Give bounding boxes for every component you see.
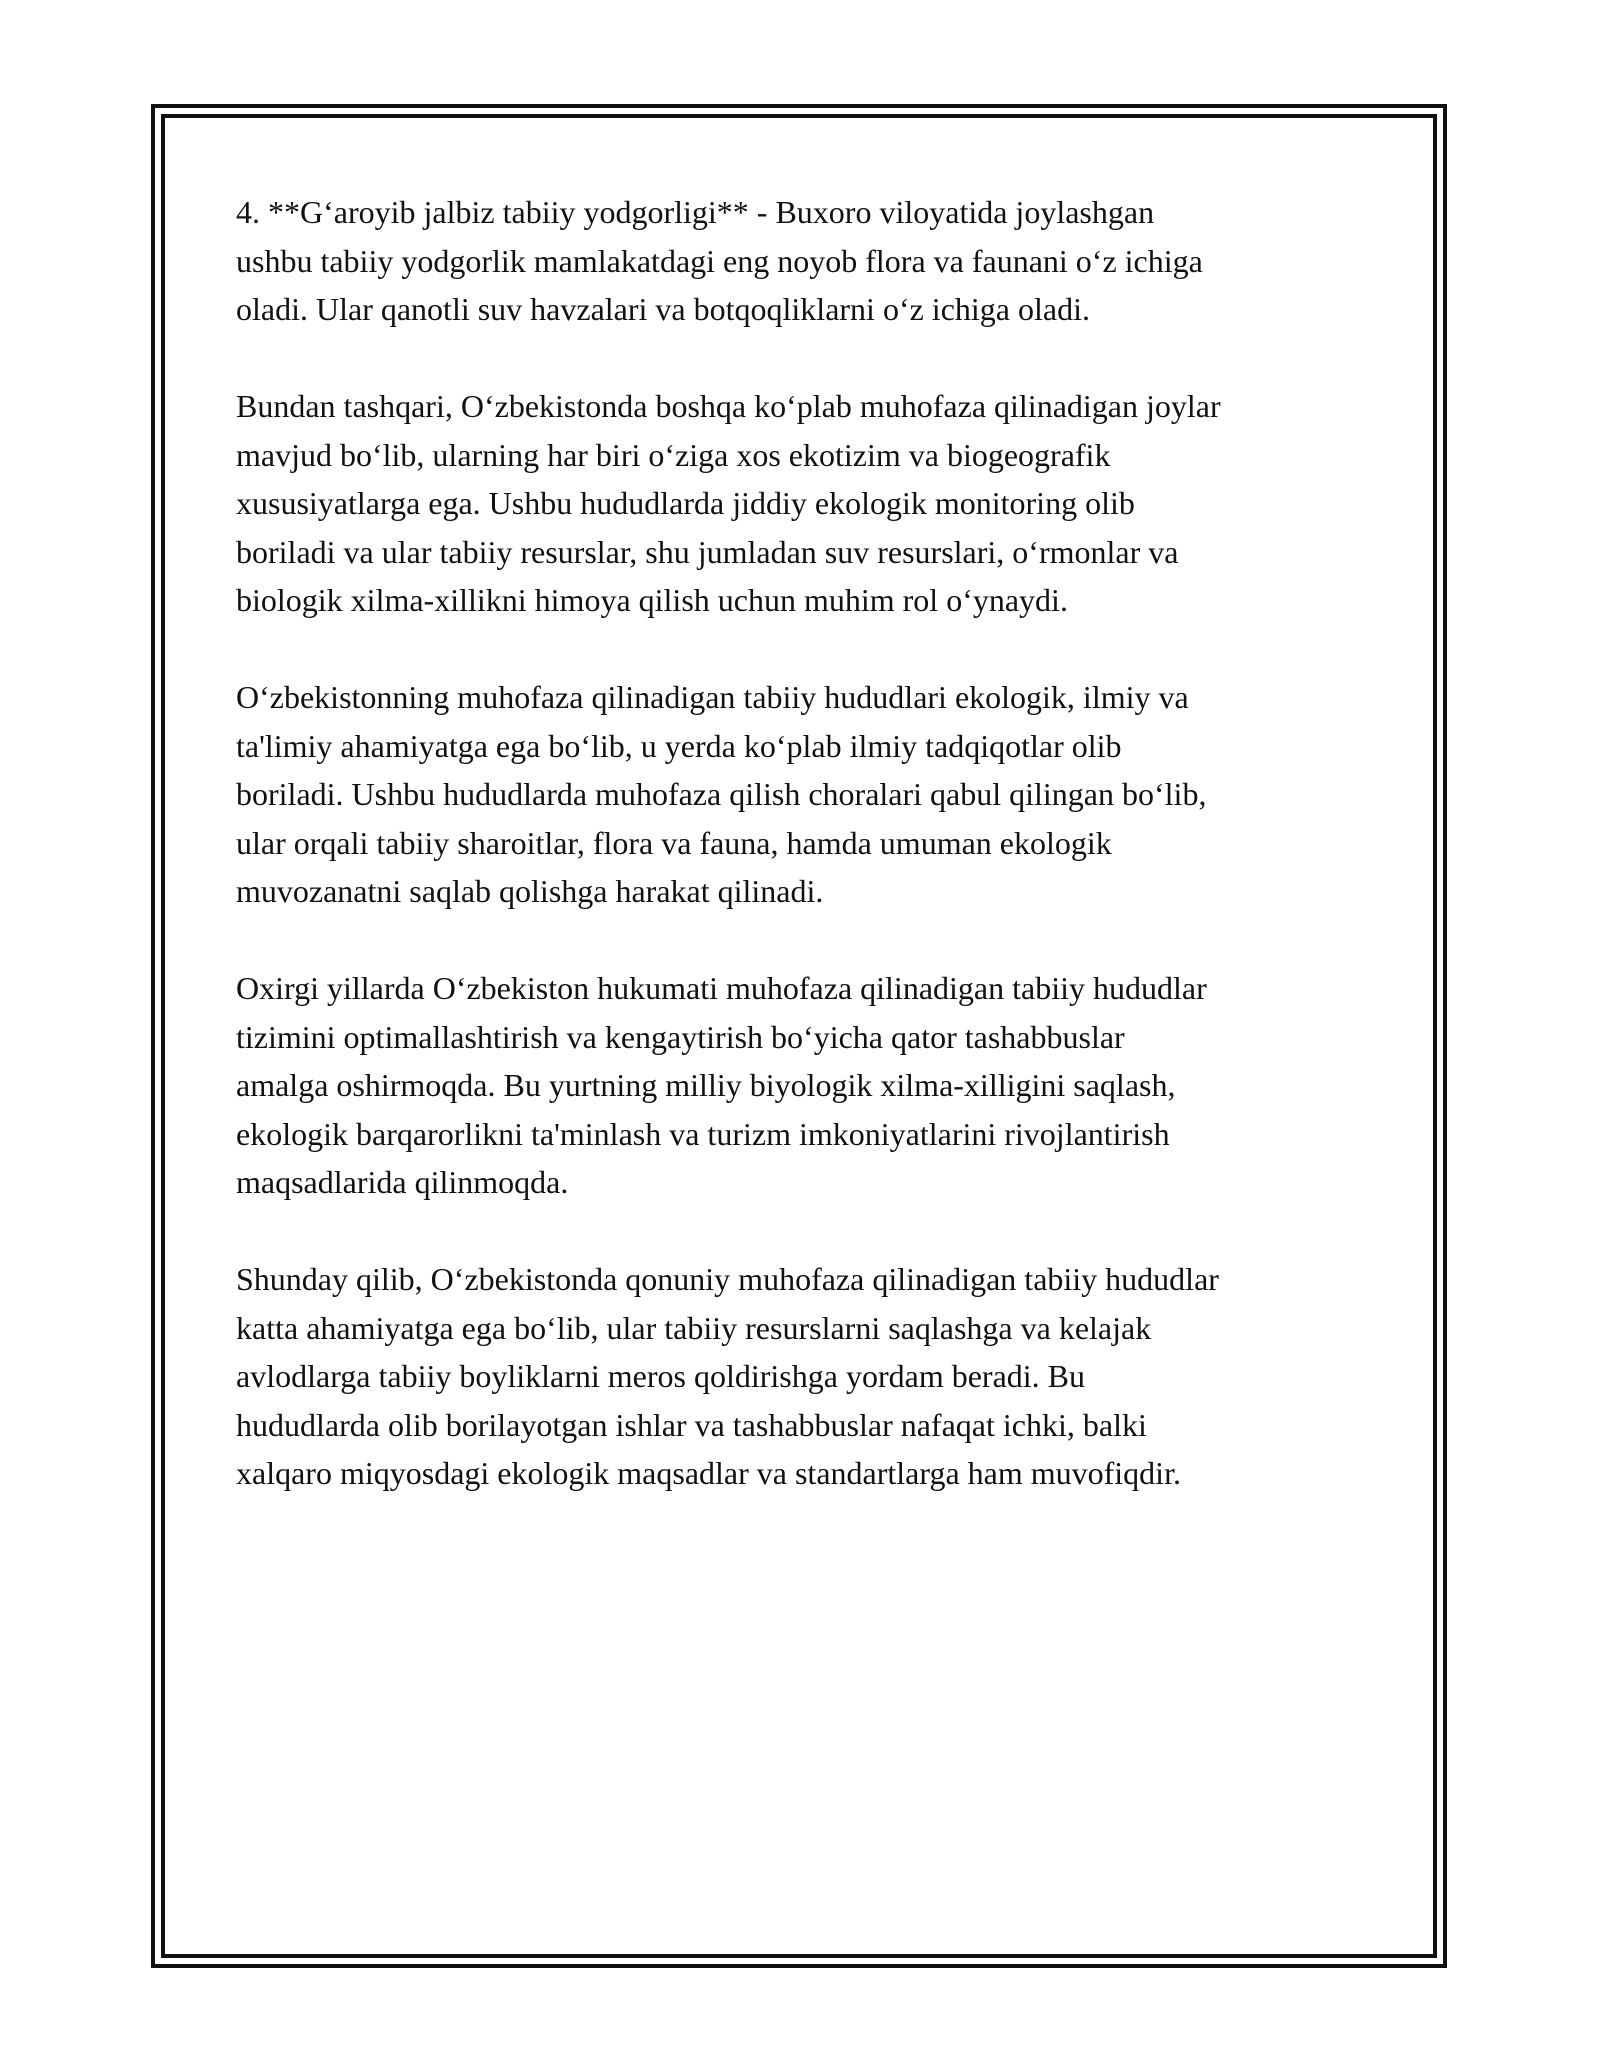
paragraph-4: Oxirgi yillarda O‘zbekiston hukumati muhofaza qilinadigan tabiiy hududlar tizimini optimallashtirish va kengaytirish bo‘yicha qator tashabbuslar amalga oshirmoqda. Bu yurtning milliy biyologik xilma-xilligini saqlash, ekologik barqarorlikni ta'minlash va turizm imkoniyatlarini rivojlantirish maqsadlarida qilinmoqda. bbox=[236, 970, 1207, 1200]
document-body bbox=[236, 188, 1386, 1546]
paragraph-5: Shunday qilib, O‘zbekistonda qonuniy muhofaza qilinadigan tabiiy hududlar katta ahamiyatga ega bo‘lib, ular tabiiy resurslarni saqlashga va kelajak avlodlarga tabiiy boyliklarni meros qoldirishga yordam beradi. Bu hududlarda olib borilayotgan ishlar va tashabbuslar nafaqat ichki, balki xalqaro miqyosdagi ekologik maqsadlar va standartlarga ham muvofiqdir. bbox=[236, 1261, 1219, 1491]
paragraph-1: 4. **G‘aroyib jalbiz tabiiy yodgorligi** - Buxoro viloyatida joylashgan ushbu tabiiy yodgorlik mamlakatdagi eng noyob flora va faunani o‘z ichiga oladi. Ular qanotli suv havzalari va botqoqliklarni o‘z ichiga oladi. bbox=[236, 194, 1203, 327]
paragraph-3: O‘zbekistonning muhofaza qilinadigan tabiiy hududlari ekologik, ilmiy va ta'limiy ahamiyatga ega bo‘lib, u yerda ko‘plab ilmiy tadqiqotlar olib boriladi. Ushbu hududlarda muhofaza qilish choralari qabul qilingan bo‘lib, ular orqali tabiiy sharoitlar, flora va fauna, hamda umuman ekologik muvozanatni saqlab qolishga harakat qilinadi. bbox=[236, 679, 1207, 909]
paragraph-2: Bundan tashqari, O‘zbekistonda boshqa ko‘plab muhofaza qilinadigan joylar mavjud bo‘lib, ularning har biri o‘ziga xos ekotizim va biogeografik xususiyatlarga ega. Ushbu hududlarda jiddiy ekologik monitoring olib boriladi va ular tabiiy resurslar, shu jumladan suv resurslari, o‘rmonlar va biologik xilma-xillikni himoya qilish uchun muhim rol o‘ynaydi. bbox=[236, 388, 1221, 618]
